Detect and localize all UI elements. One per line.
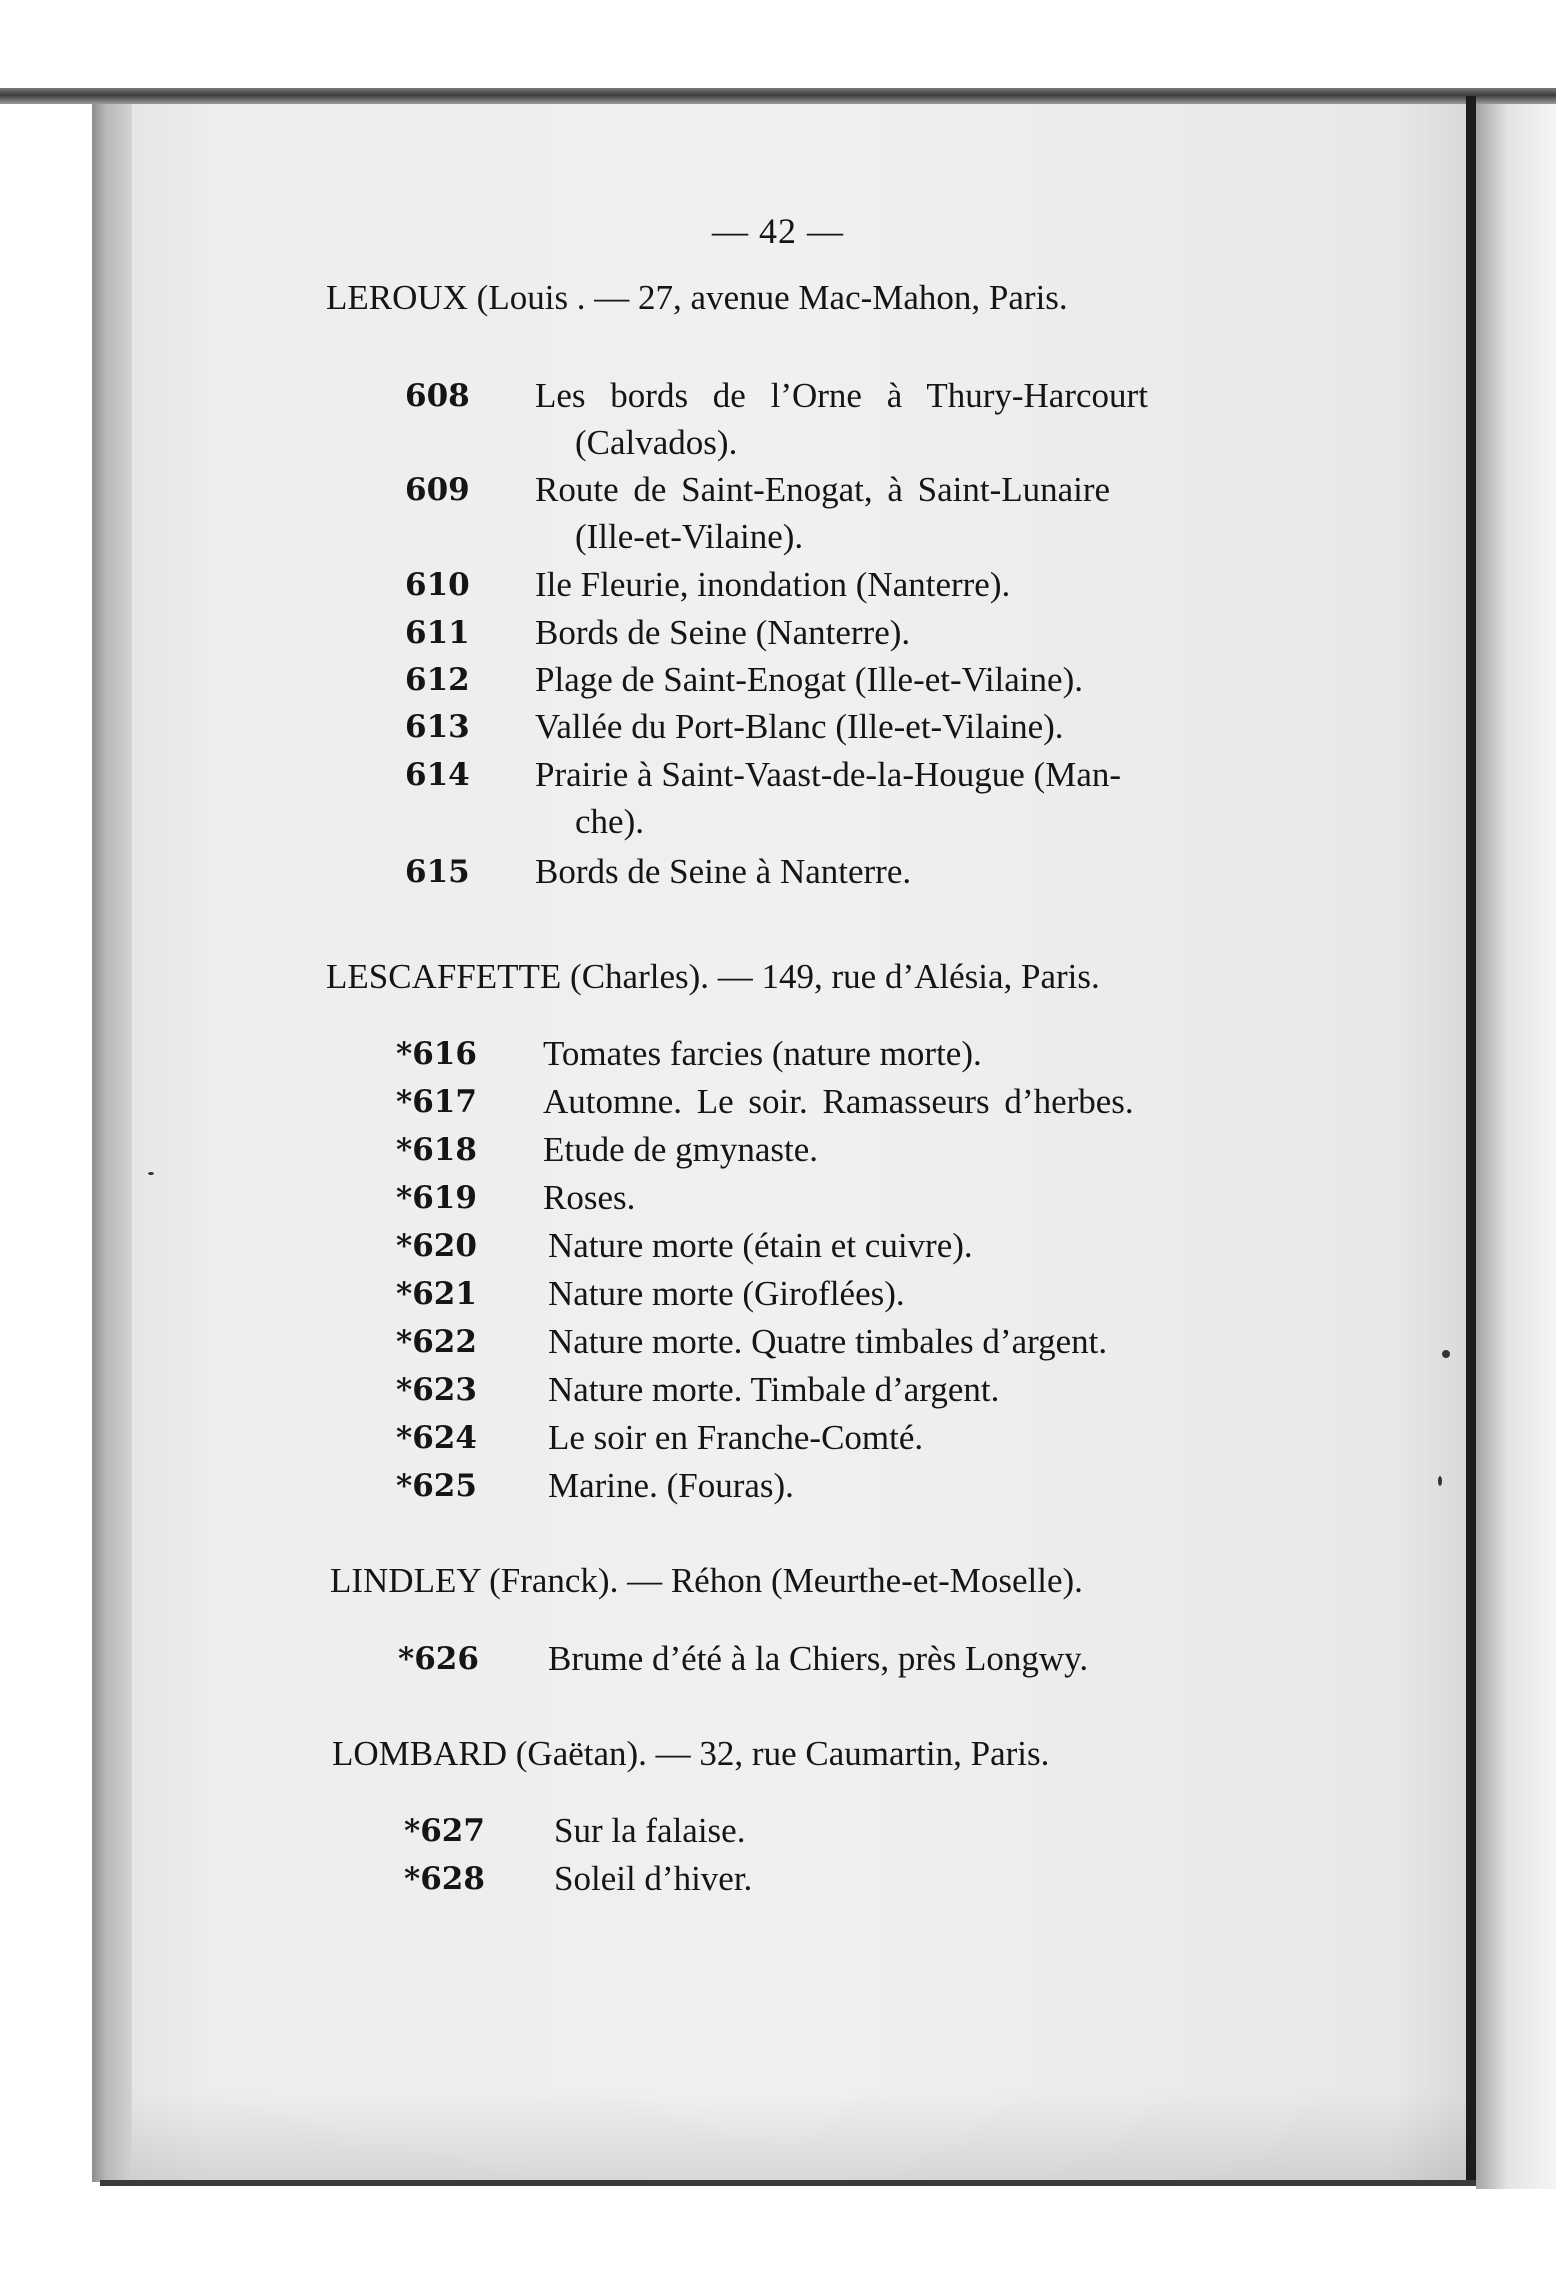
entry-title: Prairie à Saint-Vaast-de-la-Hougue (Man- (535, 755, 1122, 794)
entry-title: Marine. (Fouras). (548, 1466, 794, 1505)
entry-continuation: che). (575, 802, 644, 841)
entry-number: *616 (396, 1036, 477, 1072)
entry-number: 614 (405, 757, 470, 793)
entry-number: 612 (405, 662, 470, 698)
entry-title: Ile Fleurie, inondation (Nanterre). (535, 565, 1011, 604)
artist-heading-lindley: LINDLEY (Franck). — Réhon (Meurthe-et-Moselle). (330, 1561, 1083, 1600)
page-bottom-edge (100, 2180, 1476, 2186)
entry-title: Nature morte (étain et cuivre). (548, 1226, 973, 1265)
entry-title: Plage de Saint-Enogat (Ille-et-Vilaine). (535, 660, 1083, 699)
entry-number: *623 (396, 1372, 477, 1408)
entry-number: *618 (396, 1132, 477, 1168)
entry-title: Nature morte (Giroflées). (548, 1274, 905, 1313)
entry-title: Automne. Le soir. Ramasseurs d’herbes. (543, 1082, 1134, 1121)
artist-heading-lombard: LOMBARD (Gaëtan). — 32, rue Caumartin, Paris. (332, 1734, 1050, 1773)
entry-title: Les bords de l’Orne à Thury-Harcourt (535, 376, 1148, 415)
entry-number: *621 (396, 1276, 477, 1312)
dust-speck (1442, 1350, 1450, 1358)
entry-continuation: (Calvados). (575, 423, 738, 462)
entry-title: Roses. (543, 1178, 636, 1217)
entry-number: *619 (396, 1180, 477, 1216)
entry-number: *624 (396, 1420, 477, 1456)
entry-title: Sur la falaise. (554, 1811, 746, 1850)
entry-number: *617 (396, 1084, 477, 1120)
book-top-edge (0, 88, 1556, 104)
entry-title: Route de Saint-Enogat, à Saint-Lunaire (535, 470, 1111, 509)
entry-number: *620 (396, 1228, 477, 1264)
entry-number: *627 (404, 1813, 485, 1849)
page-right-border (1466, 96, 1476, 2186)
entry-number: 608 (405, 378, 470, 414)
adjacent-page-edge (1476, 104, 1556, 2189)
artist-heading-leroux: LEROUX (Louis . — 27, avenue Mac-Mahon, Paris. (326, 278, 1068, 317)
entry-title: Etude de gmynaste. (543, 1130, 819, 1169)
entry-number: 610 (405, 567, 470, 603)
binding-gutter (92, 104, 132, 2182)
entry-continuation: (Ille-et-Vilaine). (575, 517, 804, 556)
entry-title: Tomates farcies (nature morte). (543, 1034, 982, 1073)
entry-title: Nature morte. Timbale d’argent. (548, 1370, 1000, 1409)
entry-title: Vallée du Port-Blanc (Ille-et-Vilaine). (535, 707, 1064, 746)
entry-title: Soleil d’hiver. (554, 1859, 753, 1898)
entry-number: 609 (405, 472, 470, 508)
entry-title: Brume d’été à la Chiers, près Longwy. (548, 1639, 1089, 1678)
entry-number: 611 (405, 615, 470, 651)
dust-speck (148, 1172, 154, 1175)
artist-heading-lescaffette: LESCAFFETTE (Charles). — 149, rue d’Alésia, Paris. (326, 957, 1100, 996)
entry-title: Nature morte. Quatre timbales d’argent. (548, 1322, 1108, 1361)
page-number: — 42 — (712, 211, 844, 251)
entry-number: *626 (398, 1641, 479, 1677)
page-shadow (92, 2092, 1470, 2182)
entry-title: Bords de Seine à Nanterre. (535, 852, 912, 891)
entry-title: Bords de Seine (Nanterre). (535, 613, 911, 652)
dust-speck (1438, 1476, 1442, 1486)
entry-number: 613 (405, 709, 470, 745)
entry-number: *625 (396, 1468, 477, 1504)
entry-title: Le soir en Franche-Comté. (548, 1418, 924, 1457)
entry-number: 615 (405, 854, 470, 890)
entry-number: *628 (404, 1861, 485, 1897)
entry-number: *622 (396, 1324, 477, 1360)
